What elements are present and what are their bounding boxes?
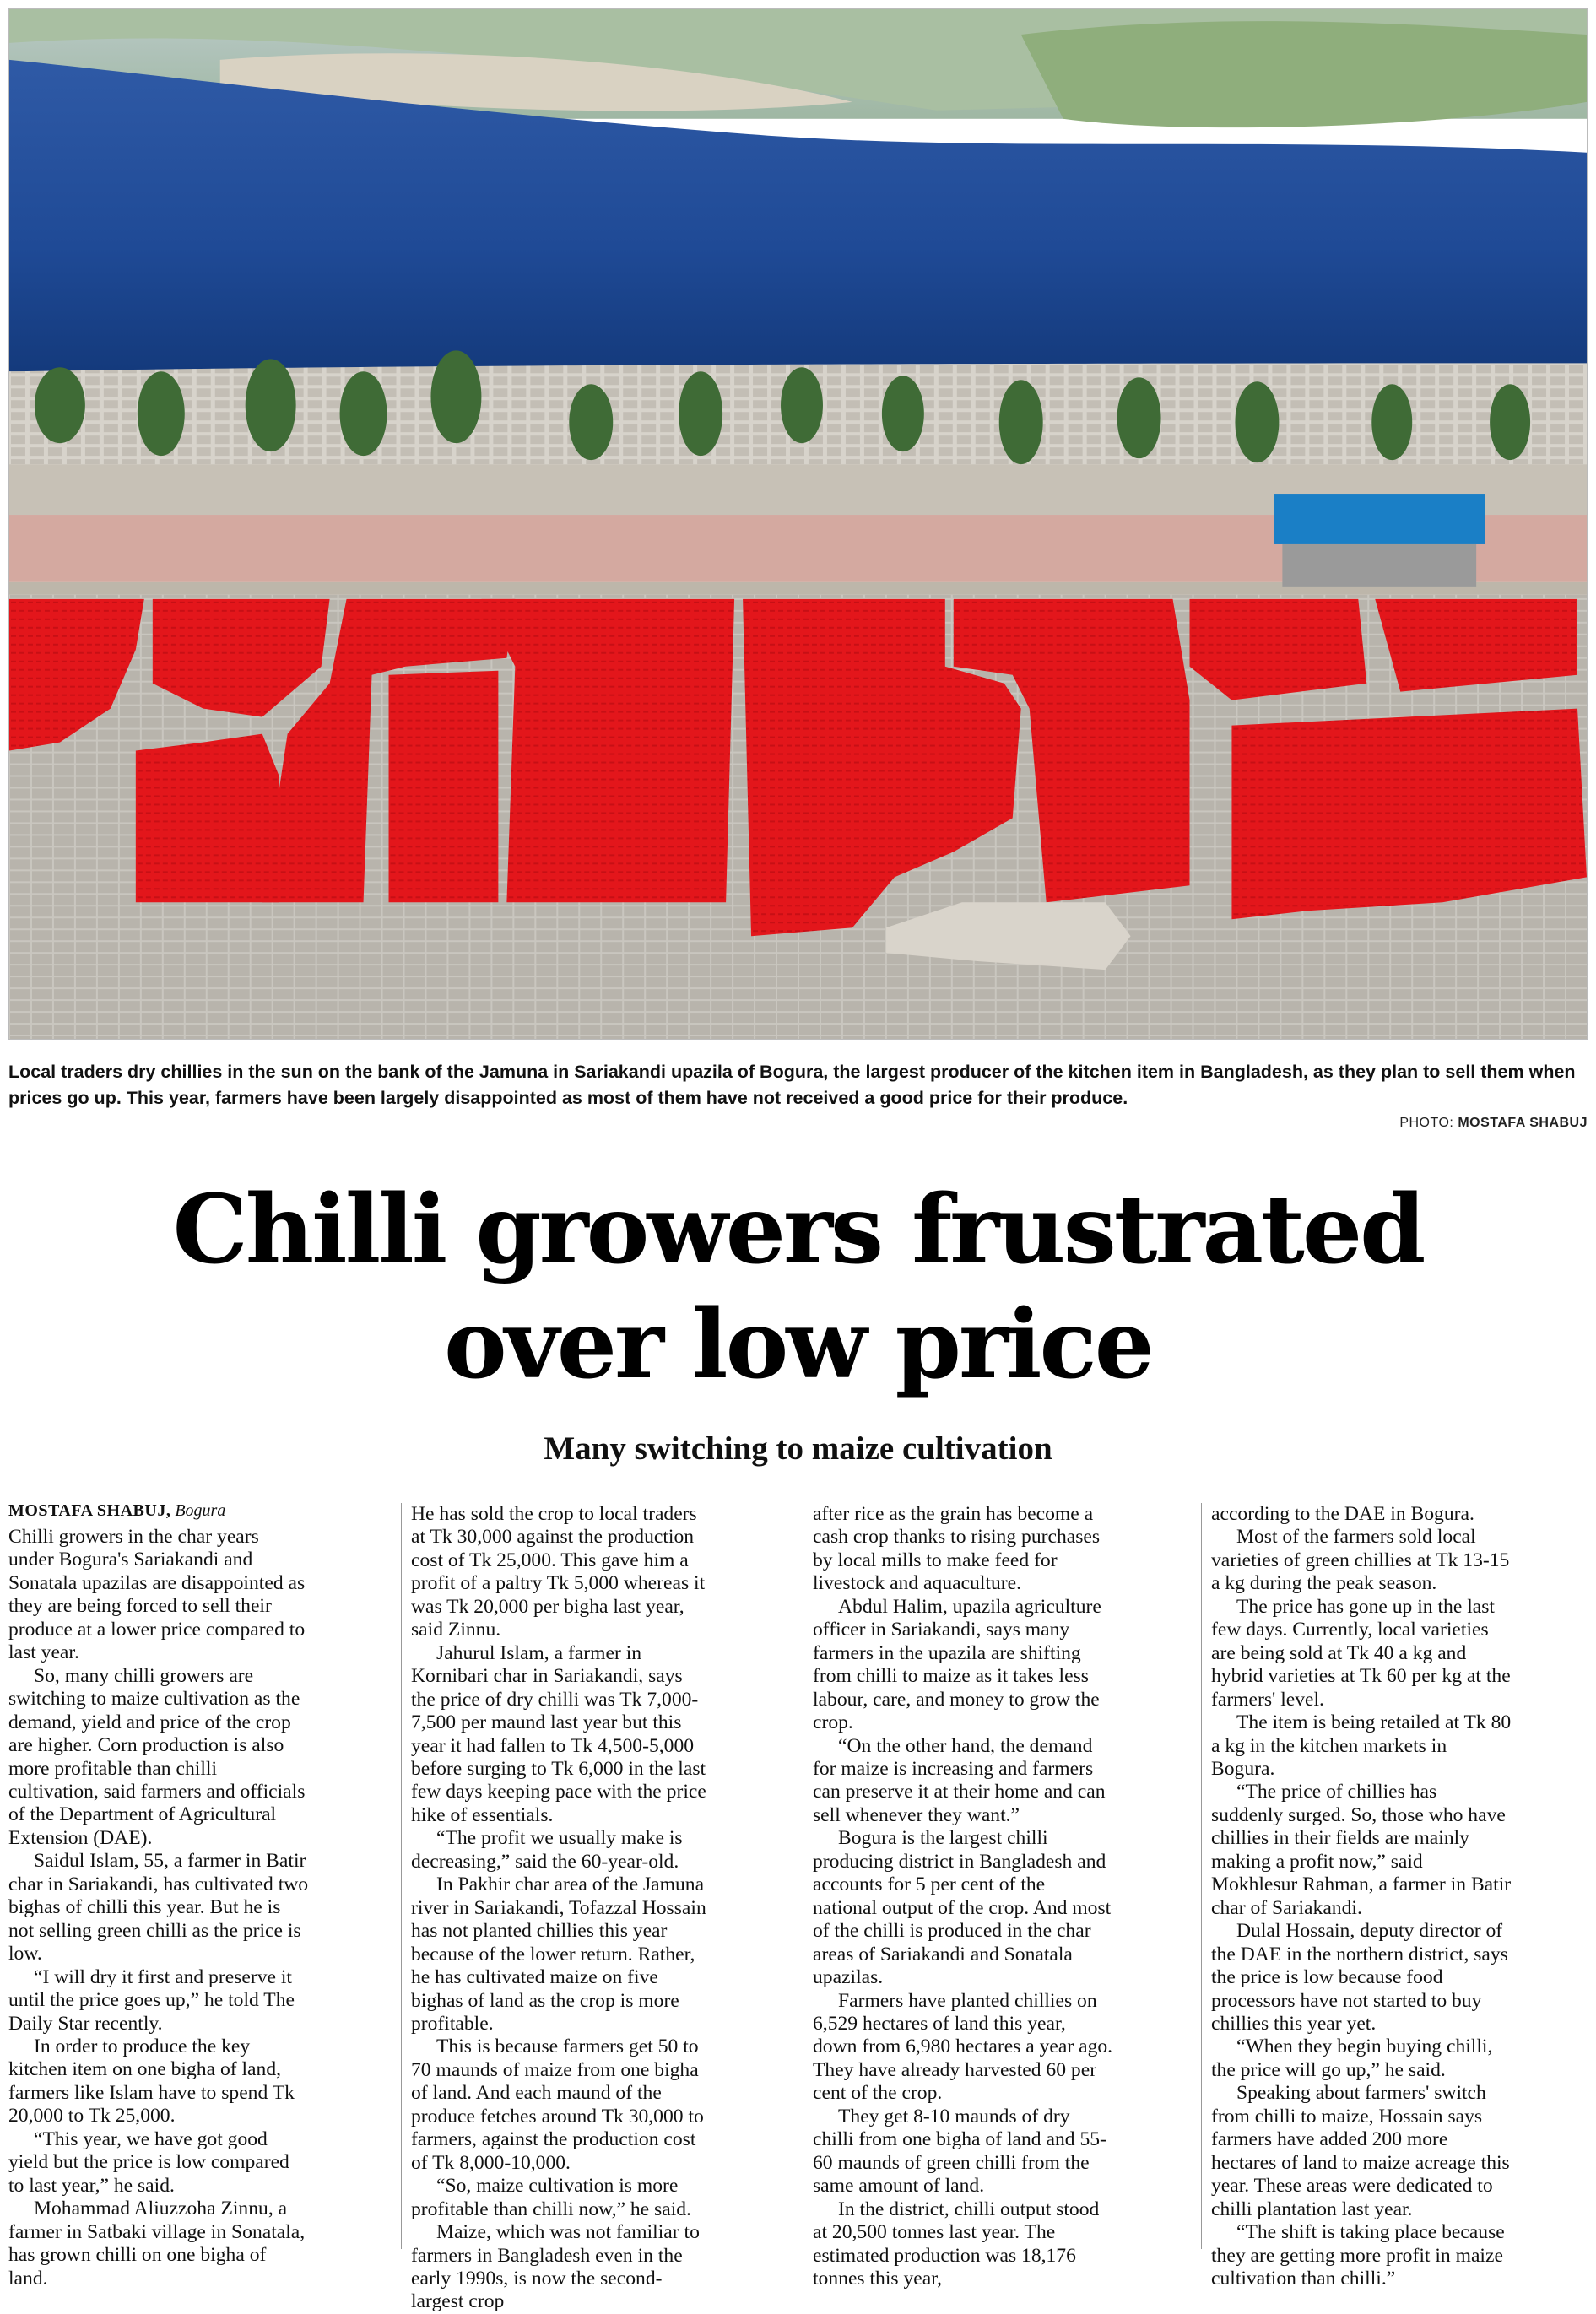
byline-location: Bogura bbox=[175, 1501, 226, 1520]
article-paragraph: “On the other hand, the demand for maize is increasing and farmers can preserve it at their home and can sell whenever they want.” bbox=[813, 1734, 1106, 1826]
article-paragraph: Abdul Halim, upazila agriculture officer in Sariakandi, says many farmers in the upazila are shifting from chilli to maize as it takes less labour, care, and money to grow the crop. bbox=[813, 1595, 1101, 1734]
article-paragraph: The price has gone up in the last few days. Currently, local varieties are being sold at Tk 40 a kg and hybrid varieties at Tk 60 per kg at the farmers' level. bbox=[1211, 1595, 1511, 1711]
article-paragraph: “So, maize cultivation is more profitable than chilli now,” he said. bbox=[411, 2175, 691, 2220]
article-paragraph: Saidul Islam, 55, a farmer in Batir char in Sariakandi, has cultivated two bighas of chilli this year. But he is not selling green chilli as the price is low. bbox=[8, 1850, 309, 1965]
article-paragraph: In the district, chilli output stood at 20,500 tonnes last year. The estimated production was 18,176 tonnes this year, bbox=[813, 2198, 1100, 2290]
article-paragraph: Bogura is the largest chilli producing district in Bangladesh and accounts for 5 per cent of the national output of the crop. And most of the chilli is produced in the char areas of Sariakandi and Sonatala upazilas. bbox=[813, 1827, 1112, 1989]
article-paragraph: “This year, we have got good yield but the price is low compared to last year,” he said. bbox=[8, 2127, 289, 2197]
photo-illustration bbox=[9, 9, 1587, 1039]
photo-credit-name: MOSTAFA SHABUJ bbox=[1458, 1116, 1588, 1130]
article-paragraph: This is because farmers get 50 to 70 maunds of maize from one bigha of land. And each maund of the produce fetches around Tk 30,000 to farmers, against the production cost of Tk 8,000-10,000. bbox=[411, 2036, 704, 2174]
article-paragraph: In order to produce the key kitchen item on one bigha of land, farmers like Islam have to spend Tk 20,000 to Tk 25,000. bbox=[8, 2035, 295, 2127]
article-paragraph: Maize, which was not familiar to farmers in Bangladesh even in the early 1990s, is now the second-largest crop bbox=[411, 2221, 700, 2313]
article-paragraph: “I will dry it first and preserve it until the price goes up,” he told The Daily Star recently. bbox=[8, 1965, 295, 2035]
article-paragraph: Most of the farmers sold local varieties of green chillies at Tk 13-15 a kg during the peak season. bbox=[1211, 1526, 1510, 1595]
article-column-2 bbox=[411, 1503, 711, 2314]
photo-credit bbox=[1399, 1116, 1588, 1131]
subheadline: Many switching to maize cultivation bbox=[544, 1430, 1052, 1467]
article-paragraph: So, many chilli growers are switching to maize cultivation as the demand, yield and price of the crop are higher. Corn production is also more profitable than chilli cultivation, said farmers and officials of the Department of Agricultural Extension (DAE). bbox=[8, 1664, 306, 1849]
article-paragraph: “The profit we usually make is decreasing,” said the 60-year-old. bbox=[411, 1827, 683, 1873]
headline-line-2: over low price bbox=[443, 1289, 1152, 1400]
column-rule bbox=[401, 1503, 402, 2249]
photo-caption: Local traders dry chillies in the sun on the bank of the Jamuna in Sariakandi upazila of Bogura, the largest producer of the kitchen item in Bangladesh, as they plan to sell them when prices go up. This year, farmers have been largely disappointed as most of them have not received a good price for their produce. bbox=[8, 1062, 1576, 1108]
article-column-1 bbox=[8, 1526, 309, 2290]
article-paragraph: Jahurul Islam, a farmer in Kornibari char in Sariakandi, says the price of dry chilli was Tk 7,000-7,500 per maund last year but this year it had fallen to Tk 4,500-5,000 before surging to Tk 6,000 in the last few days keeping pace with the price hike of essentials. bbox=[411, 1641, 706, 1826]
headline-line-1: Chilli growers frustrated bbox=[172, 1175, 1424, 1285]
article-paragraph: “When they begin buying chilli, the price will go up,” he said. bbox=[1211, 2036, 1493, 2081]
article-paragraph: Mohammad Aliuzzoha Zinnu, a farmer in Satbaki village in Sonatala, has grown chilli on one bigha of land. bbox=[8, 2198, 306, 2290]
byline bbox=[8, 1500, 225, 1521]
article-column-3 bbox=[813, 1503, 1113, 2290]
photo-credit-label: PHOTO: bbox=[1399, 1116, 1454, 1130]
chilli-drying-photo bbox=[8, 8, 1588, 1040]
article-paragraph: Chilli growers in the char years under Bogura's Sariakandi and Sonatala upazilas are disappointed as they are being forced to sell their produce at a lower price compared to last year. bbox=[8, 1526, 306, 1664]
article-paragraph: after rice as the grain has become a cash crop thanks to rising purchases by local mills to make feed for livestock and aquaculture. bbox=[813, 1503, 1101, 1595]
headline bbox=[0, 1173, 1596, 1403]
article-column-4 bbox=[1211, 1503, 1512, 2290]
byline-author: MOSTAFA SHABUJ, bbox=[8, 1501, 171, 1520]
article-paragraph: He has sold the crop to local traders at Tk 30,000 against the production cost of Tk 25,000. This gave him a profit of a paltry Tk 5,000 whereas it was Tk 20,000 per bigha last year, said Zinnu. bbox=[411, 1503, 706, 1641]
article-paragraph: “The shift is taking place because they are getting more profit in maize cultivation than chilli.” bbox=[1211, 2221, 1505, 2290]
article-paragraph: Speaking about farmers' switch from chilli to maize, Hossain says farmers have added 200 more hectares of land to maize acreage this year. These areas were dedicated to chilli plantation last year. bbox=[1211, 2082, 1510, 2220]
article-paragraph: Farmers have planted chillies on 6,529 hectares of land this year, down from 6,980 hectares a year ago. They have already harvested 60 per cent of the crop. bbox=[813, 1989, 1113, 2105]
column-rule bbox=[1201, 1503, 1202, 2249]
article-paragraph: In Pakhir char area of the Jamuna river in Sariakandi, Tofazzal Hossain has not planted chillies this year because of the lower return. Rather, he has cultivated maize on five bighas of land as the crop is more profitable. bbox=[411, 1873, 706, 2035]
article-paragraph: The item is being retailed at Tk 80 a kg in the kitchen markets in Bogura. bbox=[1211, 1711, 1512, 1780]
article-paragraph: They get 8-10 maunds of dry chilli from one bigha of land and 55-60 maunds of green chilli from the same amount of land. bbox=[813, 2105, 1106, 2198]
article-paragraph: “The price of chillies has suddenly surged. So, those who have chillies in their fields are mainly making a profit now,” said Mokhlesur Rahman, a farmer in Batir char of Sariakandi. bbox=[1211, 1781, 1512, 1919]
article-paragraph: according to the DAE in Bogura. bbox=[1211, 1503, 1474, 1525]
article-paragraph: Dulal Hossain, deputy director of the DAE in the northern district, says the price is low because food processors have not started to buy chillies this year yet. bbox=[1211, 1920, 1508, 2035]
